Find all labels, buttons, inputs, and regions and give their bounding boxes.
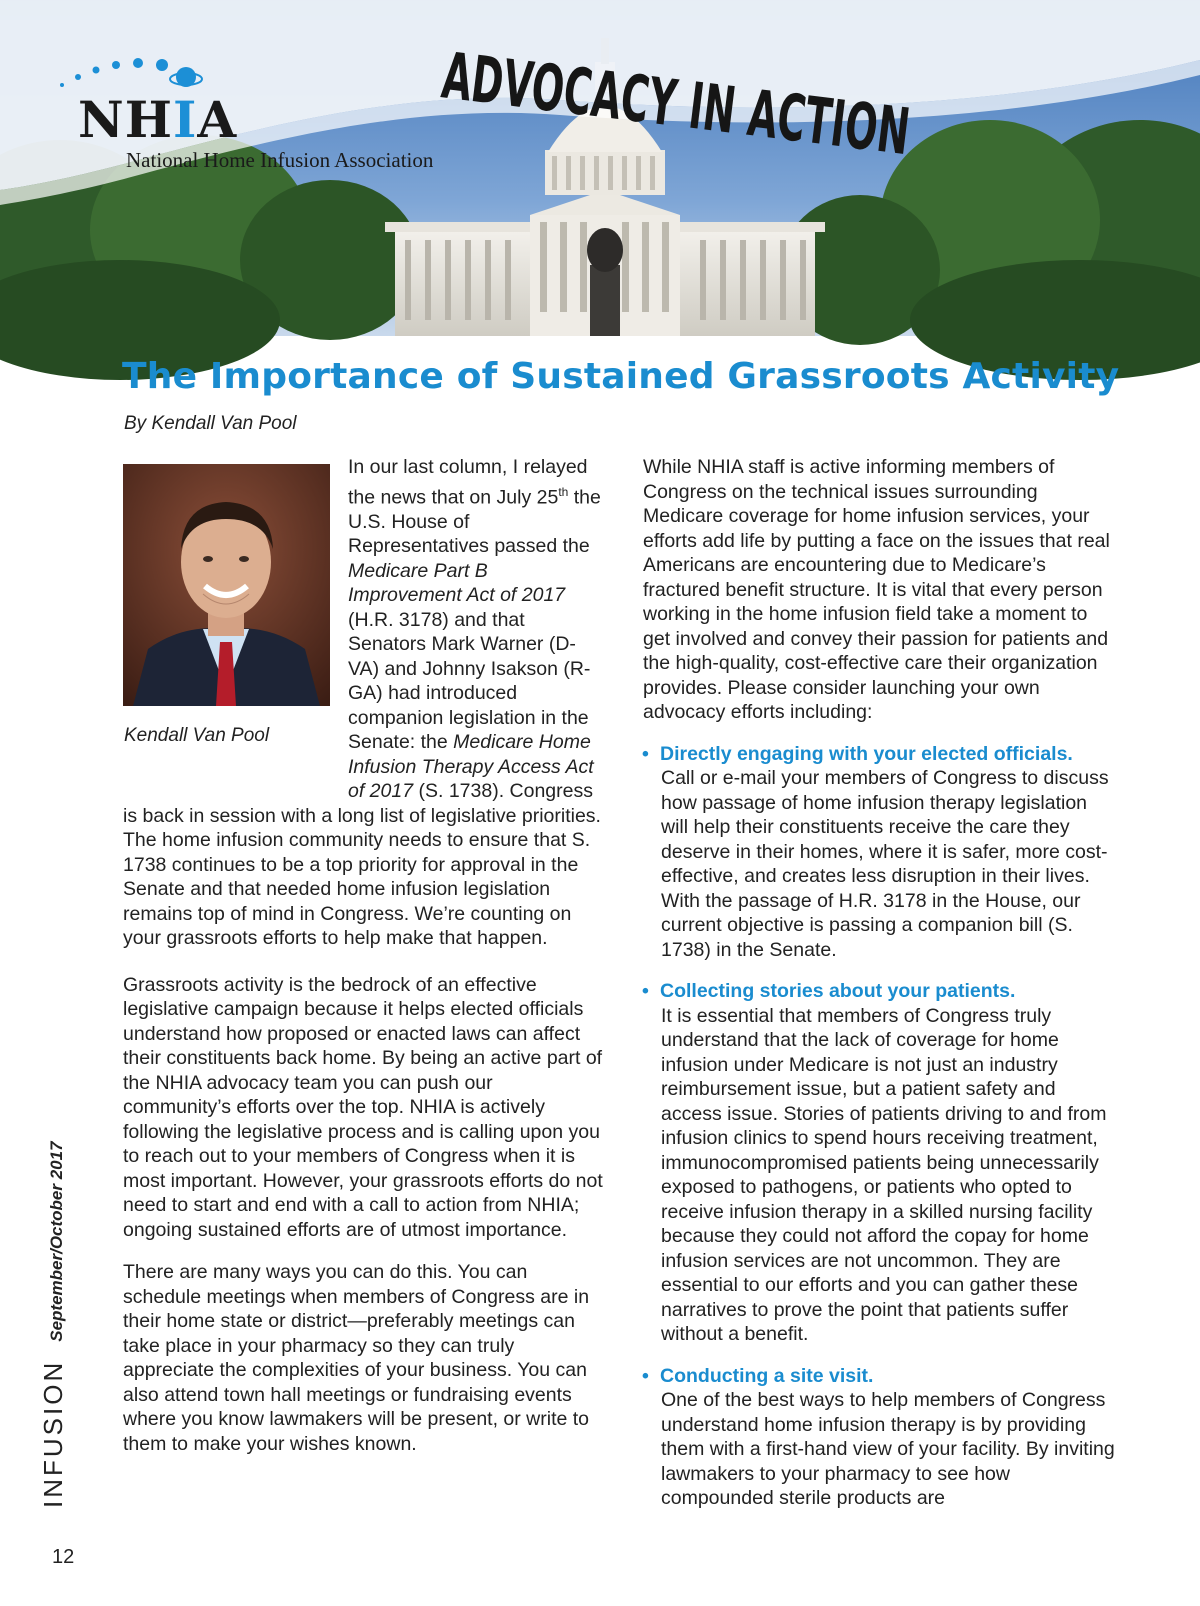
bullet-body: It is essential that members of Congress truly understand that the lack of coverage for home infusion under Medicare is not just an industry reimbursement issue, but a patient safety and access issue. Stories of patients driving to and from infusion clinics to spend hours receiving treatment, immunocompromised patients being unnecessarily exposed to pathogens, or patients who opted to receive infusion therapy in a skilled nursing facility because they could not afford the copay for home infusion services are not uncommon. They are essential to our efforts and you can gather these narratives to prove the point that patients suffer without a benefit. — [661, 1004, 1107, 1345]
bullet-heading — [642, 1364, 1118, 1389]
bullet-heading-text: Collecting stories about your patients. — [660, 980, 1016, 1002]
section-title — [438, 39, 1152, 200]
page-number: 12 — [52, 1546, 75, 1568]
bullet-icon: • — [642, 742, 649, 765]
bullet-heading-text: Directly engaging with your elected officials. — [660, 742, 1073, 765]
logo-subtitle: National Home Infusion Association — [126, 148, 434, 172]
bullet-icon: • — [642, 980, 649, 1002]
issue-date: September/October 2017 — [47, 1141, 66, 1342]
paragraph-3: There are many ways you can do this. You can schedule meetings when members of Congress are in their home state or district—preferably meetings can take place in your pharmacy so they can truly appreciate the complexities of your business. You can also attend town hall meetings or fundraising events where you know lawmakers will be present, or write to them to make your wishes known. — [123, 1261, 590, 1455]
p1-superscript: th — [558, 484, 569, 499]
logo-wordmark: NHIA — [78, 90, 238, 149]
bullet-heading — [642, 742, 1118, 767]
p1-text-b: the U.S. House of Representatives passed the — [348, 486, 601, 557]
article-byline: By Kendall Van Pool — [124, 413, 297, 434]
photo-wrap-space — [123, 455, 348, 782]
bullet-heading — [642, 979, 1118, 1004]
right-intro-paragraph: While NHIA staff is active informing members of Congress on the technical issues surrounding Medicare coverage for home infusion services, your efforts add life by putting a face on the issues that real Americans are encountering due to Medicare’s fractured benefit structure. It is vital that every person working in the home infusion field take a moment to get involved and convey their passion for patients and the high-quality, cost-effective care their organization provides. Please consider launching your own advocacy efforts including: — [643, 456, 1110, 723]
article-title: The Importance of Sustained Grassroots Activity — [122, 356, 1120, 397]
bullet-heading-text: Conducting a site visit. — [660, 1364, 874, 1387]
p1-text-d: (H.R. 3178) and that Senators Mark Warner (D-VA) and Johnny Isakson (R-GA) had introduced companion legislation in the Senate: the — [348, 608, 591, 753]
p1-act-title-1: Medicare Part B Improvement Act of 2017 — [348, 559, 566, 606]
bullet-item — [643, 979, 1118, 1347]
bullet-body: One of the best ways to help members of Congress understand home infusion therapy is by providing them with a first-hand view of your facility. By inviting lawmakers to your pharmacy to see how compounded sterile products are — [661, 1389, 1115, 1509]
p1-text-f: (S. 1738). Congress is back in session with a long list of legislative priorities. The home infusion community needs to ensure that S. 1738 continues to be a top priority for approval in the Senate and that needed home infusion legislation remains top of mind in Congress. We’re counting on your grassroots efforts to help make that happen. — [123, 780, 601, 949]
magazine-sidebar — [38, 1141, 69, 1508]
left-column — [123, 455, 603, 1456]
bullet-item — [643, 742, 1118, 963]
header-banner — [0, 0, 1200, 336]
magazine-name: INFUSION — [38, 1359, 68, 1508]
nhia-logo — [48, 55, 434, 175]
right-column — [643, 455, 1118, 1511]
p1-text-a: In our last column, I relayed the news that on July 25 — [348, 456, 588, 508]
p1-act-title-2: Medicare Home Infusion Therapy Access Act of 2017 — [348, 731, 594, 802]
author-photo-caption: Kendall Van Pool — [124, 725, 270, 746]
paragraph-2: Grassroots activity is the bedrock of an effective legislative campaign because it helps elected officials understand how proposed or enacted laws can affect their constituents back home. By being an active part of the NHIA advocacy team you can push our community’s efforts over the top. NHIA is actively following the legislative process and is calling upon you to reach out to your members of Congress when it is most important. However, your grassroots efforts do not need to start and end with a call to action from NHIA; ongoing sustained efforts are of utmost importance. — [123, 973, 603, 1241]
bullet-body: Call or e-mail your members of Congress to discuss how passage of home infusion therapy legislation will help their constituents receive the care they deserve in their homes, where it is safer, more cost-effective, and creates less disruption in their lives. With the passage of H.R. 3178 in the House, our current objective is passing a companion bill (S. 1738) in the Senate. — [661, 767, 1109, 961]
section-title-text: ADVOCACY IN ACTION — [438, 39, 1152, 200]
bullet-icon: • — [642, 1364, 649, 1387]
bullet-item — [643, 1364, 1118, 1511]
